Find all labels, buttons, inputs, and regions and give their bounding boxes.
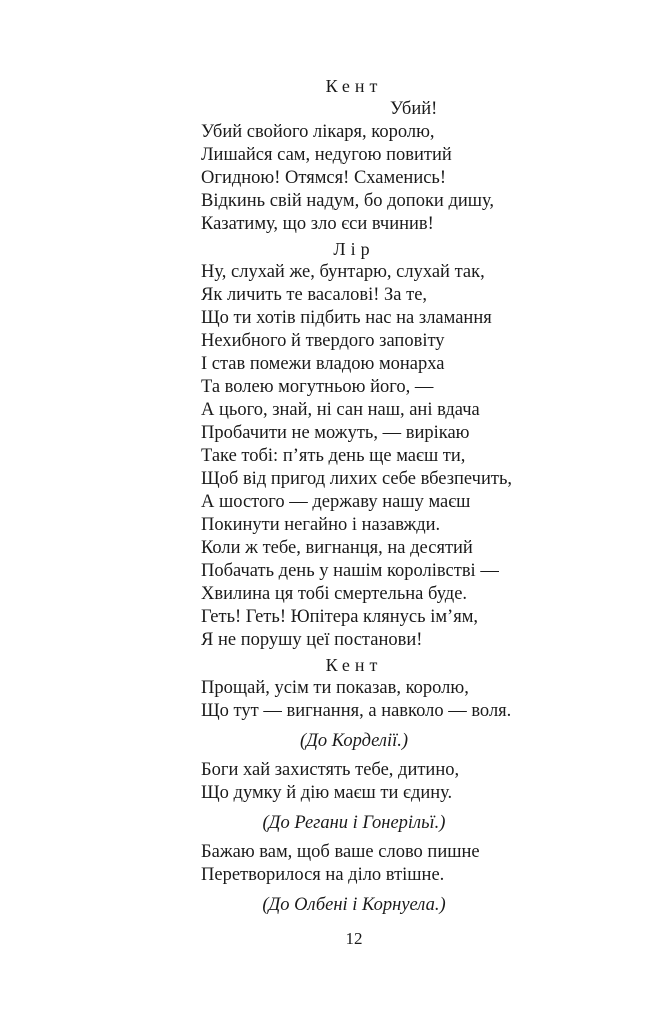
stage-direction: (До Олбені і Корнуела.) <box>262 895 446 915</box>
stage-direction: (До Корделії.) <box>299 731 409 751</box>
speaker-kent: Кент <box>325 655 383 675</box>
verse-line: Нехибного й твердого заповіту <box>201 331 445 351</box>
verse-line: Хвилина ця тобі смертельна буде. <box>201 584 468 604</box>
verse-line: Я не порушу цеї постанови! <box>201 630 423 650</box>
verse-line: Геть! Геть! Юпітера клянусь ім’ям, <box>201 607 479 627</box>
verse-line: Що тут — вигнання, а навколо — воля. <box>201 701 512 721</box>
verse-line: Коли ж тебе, вигнанця, на десятий <box>201 538 473 558</box>
verse-line: Огидною! Отямся! Схаменись! <box>201 168 447 188</box>
verse-line: Перетворилося на діло втішне. <box>201 865 445 885</box>
verse-line: Відкинь свій надум, бо допоки дишу, <box>201 191 495 211</box>
verse-line: Що ти хотів підбить нас на зламання <box>201 308 492 328</box>
speaker-lear: Лір <box>333 239 375 259</box>
speaker-kent: Кент <box>325 76 383 96</box>
verse-line: Побачать день у нашім королівстві — <box>201 561 499 581</box>
verse-line: Убий свойого лікаря, королю, <box>201 122 435 142</box>
verse-line: І став помежи владою монарха <box>201 354 445 374</box>
verse-line: Бажаю вам, щоб ваше слово пишне <box>201 842 480 862</box>
verse-line: Таке тобі: п’ять день ще маєш ти, <box>201 446 466 466</box>
stage-direction: (До Регани і Гонерільї.) <box>262 813 446 833</box>
verse-line: Як личить те васалові! За те, <box>201 285 428 305</box>
verse-line: Боги хай захистять тебе, дитино, <box>201 760 460 780</box>
verse-line: Щоб від пригод лихих себе вбезпечить, <box>201 469 513 489</box>
verse-line: А цього, знай, ні сан наш, ані вдача <box>201 400 480 420</box>
page-number: 12 <box>345 929 363 948</box>
verse-line: А шостого — державу нашу маєш <box>201 492 471 512</box>
verse-line: Прощай, усім ти показав, королю, <box>201 678 469 698</box>
verse-line: Та волею могутньою його, — <box>201 377 434 397</box>
verse-line: Покинути негайно і назавжди. <box>201 515 441 535</box>
verse-line: Убий! <box>390 99 438 119</box>
verse-line: Що думку й дію маєш ти єдину. <box>201 783 453 803</box>
verse-line: Ну, слухай же, бунтарю, слухай так, <box>201 262 485 282</box>
verse-line: Казатиму, що зло єси вчинив! <box>201 214 434 234</box>
verse-line: Пробачити не можуть, — вирікаю <box>201 423 470 443</box>
verse-line: Лишайся сам, недугою повитий <box>201 145 452 165</box>
